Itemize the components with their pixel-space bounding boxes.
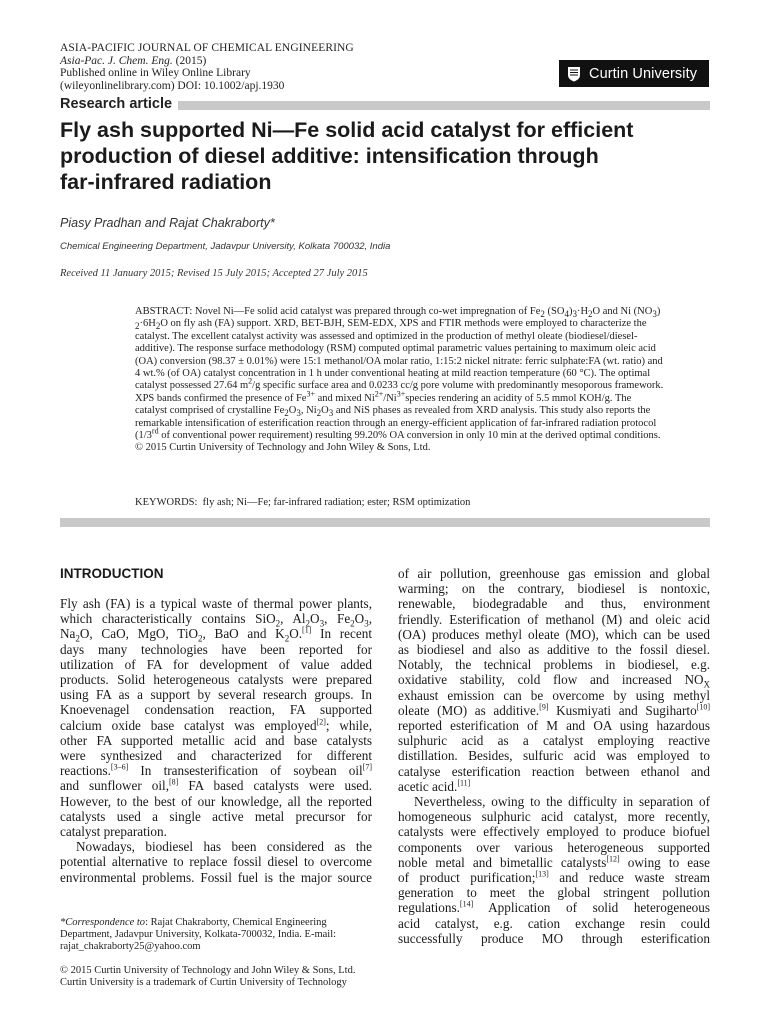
body-line: warming; on the contrary, biodiesel is nontoxic, bbox=[398, 581, 710, 597]
article-type-bar bbox=[178, 101, 710, 110]
body-line: days many technologies have been reported for bbox=[60, 641, 372, 657]
abstract-separator-bar bbox=[60, 518, 710, 527]
body-line: as biodiesel and also as additive to the fossil diesel. bbox=[398, 642, 710, 658]
body-line: of air pollution, greenhouse gas emission and global bbox=[398, 566, 710, 581]
body-line: calcium oxide base catalyst was employed[2]; while, bbox=[60, 717, 372, 733]
abstract-line: 4 wt.% (of OA) catalyst concentration in 1 h under conventional heating at mild reaction temperature (60 °C). The optimal bbox=[135, 368, 651, 380]
abstract-line: XPS bands confirmed the presence of $Fe^{3+}$ and mixed $Ni^{2+}/Ni^{3+}species$ rendering an acidity of 5.5 mmol KOH/g. The bbox=[135, 389, 632, 404]
body-column-left bbox=[60, 596, 372, 885]
abstract-line: catalyst. The excellent catalyst activity was assessed and optimized in the production of methyl oleate (biodiesel/diesel- bbox=[135, 330, 638, 342]
section-heading: INTRODUCTION bbox=[60, 566, 164, 581]
abstract-line: additive). The response surface methodology (RSM) computed optimal parametric values pertaining to maximum oleic acid bbox=[135, 343, 656, 355]
body-line: However, to the best of our knowledge, all the reported bbox=[60, 793, 372, 809]
title-line: far-infrared radiation bbox=[60, 170, 272, 194]
body-line: renewable, biodegradable and thus, environment bbox=[398, 596, 710, 612]
crest-icon bbox=[567, 66, 581, 82]
article-type: Research article bbox=[60, 96, 173, 112]
logo-text: Curtin University bbox=[589, 65, 698, 82]
body-line: noble metal and bimetallic catalysts[12] owing to ease bbox=[398, 854, 710, 870]
body-line: catalysts used a single active metal precursor for bbox=[60, 808, 372, 824]
affiliation: Chemical Engineering Department, Jadavpur University, Kolkata 700032, India bbox=[60, 241, 391, 252]
body-line: Fly ash (FA) is a typical waste of thermal power plants, bbox=[60, 596, 372, 611]
title-line: production of diesel additive: intensification through bbox=[60, 144, 599, 168]
body-line: acetic acid.[11] bbox=[398, 778, 471, 794]
body-line: exhaust emission can be overcome by using methyl bbox=[398, 687, 710, 703]
body-line: $Na_2O$, CaO, MgO, TiO$_2$, BaO and $K_2O.[1]$ In recent bbox=[60, 626, 372, 645]
body-line: reported esterification of M and OA using hazardous bbox=[398, 718, 710, 734]
body-line: Nowadays, biodiesel has been considered as the bbox=[76, 839, 372, 855]
copyright-line: © 2015 Curtin University of Technology and John Wiley & Sons, Ltd. bbox=[60, 965, 356, 976]
article-dates: Received 11 January 2015; Revised 15 July 2015; Accepted 27 July 2015 bbox=[60, 268, 368, 279]
abstract-line: $_2\cdot 6H_2O$ on fly ash (FA) support. XRD, BET-BJH, SEM-EDX, XPS and FTIR methods were employed to characterize the bbox=[135, 318, 647, 332]
correspondence-footnote bbox=[60, 917, 372, 953]
keywords-label: KEYWORDS: bbox=[135, 497, 198, 508]
body-line: environmental problems. Fossil fuel is the major source bbox=[60, 869, 372, 885]
journal-abbrev: Asia-Pac. J. Chem. Eng. bbox=[60, 54, 173, 67]
body-line: regulations.[14] Application of solid heterogeneous bbox=[398, 900, 710, 916]
body-line: successfully produce MO through esterification bbox=[398, 930, 710, 946]
abstract-line: ABSTRACT: Novel Ni—Fe solid acid catalyst was prepared through co-wet impregnation of $Fe_2$ $(SO_4)_3\cdot H_2O$ and Ni $(NO_3)$ bbox=[135, 306, 661, 320]
body-line: using FA as a support by several research groups. In bbox=[60, 687, 372, 703]
body-line: reactions.[3–6] In transesterification of soybean oil[7] bbox=[60, 762, 372, 779]
body-line: Notably, the technical problems in biodiesel, e.g. bbox=[398, 657, 710, 673]
body-line: oxidative stability, cold flow and increased $NO_X$ bbox=[398, 672, 710, 691]
body-line: sulphuric acid as a catalyst employing reactive bbox=[398, 733, 710, 749]
article-title bbox=[60, 117, 720, 195]
doi-line: (wileyonlinelibrary.com) DOI: 10.1002/apj.1930 bbox=[60, 79, 285, 92]
body-line: catalyst preparation. bbox=[60, 824, 167, 840]
body-line: generation to meet the global stringent pollution bbox=[398, 885, 710, 901]
body-line: oleate (MO) as additive.[9] Kusmiyati and Sugiharto[10] bbox=[398, 702, 710, 718]
keywords bbox=[135, 497, 470, 508]
body-line: acid catalyst, e.g. cation exchange resin could bbox=[398, 915, 710, 931]
title-line: Fly ash supported Ni—Fe solid acid catalyst for efficient bbox=[60, 118, 634, 142]
body-line: Knoevenagel condensation reaction, FA supported bbox=[60, 702, 372, 718]
body-line: homogeneous sulphuric acid catalyst, more recently, bbox=[398, 809, 710, 825]
journal-name: ASIA-PACIFIC JOURNAL OF CHEMICAL ENGINEERING bbox=[60, 42, 354, 54]
authors: Piasy Pradhan and Rajat Chakraborty* bbox=[60, 216, 275, 230]
copyright-block bbox=[60, 965, 355, 988]
journal-header bbox=[60, 42, 354, 92]
body-line: utilization of FA for development of value added bbox=[60, 656, 372, 672]
body-line: which characteristically contains SiO$_2$, $Al_2O_3$, $Fe_2O_3$, bbox=[60, 611, 372, 629]
footnote-line: Department, Jadavpur University, Kolkata-700032, India. E-mail: bbox=[60, 929, 337, 940]
abstract-label: ABSTRACT: bbox=[135, 306, 195, 317]
abstract-line: (OA) conversion (98.37 ± 0.01%) were 15:1 methanol/OA molar ratio, 1:15:2 nickel nitrate: ferric sulphate:FA (wt. ratio) and bbox=[135, 355, 663, 367]
abstract bbox=[135, 306, 711, 455]
body-line: catalyse esterification reaction between ethanol and bbox=[398, 763, 710, 779]
abstract-line: catalyst comprised of crystalline $Fe_2O_3$, $Ni_2O_3$ and NiS phases as revealed from XRD analysis. This study also reports the bbox=[135, 405, 651, 419]
footnote-email: rajat_chakraborty25@yahoo.com bbox=[60, 941, 201, 952]
trademark-line: Curtin University is a trademark of Curtin University of Technology bbox=[60, 976, 347, 988]
keywords-list: fly ash; Ni—Fe; far-infrared radiation; ester; RSM optimization bbox=[202, 497, 471, 508]
body-line: products. Solid heterogeneous catalysts were prepared bbox=[60, 672, 372, 688]
body-line: Nevertheless, owing to the difficulty in separation of bbox=[414, 794, 710, 810]
published-line: Published online in Wiley Online Library bbox=[60, 67, 251, 79]
body-line: friendly. Esterification of methanol (M) and oleic acid bbox=[398, 611, 710, 627]
curtin-logo bbox=[559, 60, 709, 87]
body-line: catalysts were effectively employed to produce biofuel bbox=[398, 824, 710, 840]
body-line: and sunflower oil,[8] FA based catalysts were used. bbox=[60, 778, 372, 794]
abstract-line: (1/3rd of conventional power requirement) resulting 99.20% OA conversion in only 10 min at the derived optimal conditions. bbox=[135, 426, 661, 442]
abstract-line: catalyst possessed 27.64 $m^2/g$ specific surface area and 0.0233 cc/g pore volume with predominantly mesoporous framework. bbox=[135, 376, 664, 392]
body-line: potential alternative to replace fossil diesel to overcome bbox=[60, 854, 372, 870]
abstract-line: © 2015 Curtin University of Technology and John Wiley & Sons, Ltd. bbox=[135, 442, 431, 454]
footnote-text: : Rajat Chakraborty, Chemical Engineering bbox=[145, 917, 327, 928]
body-line: were synthesized and characterized for different bbox=[60, 748, 372, 764]
journal-year: (2015) bbox=[175, 54, 207, 67]
abstract-line: remarkable intensification of esterification reaction through an energy-efficient application of far-infrared radiation protocol bbox=[135, 417, 657, 429]
footnote-label: *Correspondence to bbox=[60, 917, 146, 928]
body-line: other FA supported metallic acid and base catalysts bbox=[60, 732, 372, 748]
body-line: components over various heterogeneous supported bbox=[398, 839, 710, 855]
footnote-line bbox=[60, 917, 372, 929]
body-line: (OA) produces methyl oleate (MO), which can be used bbox=[398, 626, 710, 642]
body-line: distillation. Besides, sulfuric acid was employed to bbox=[398, 748, 710, 764]
journal-citation bbox=[60, 55, 354, 68]
body-line: of product purification;[13] and reduce waste stream bbox=[398, 869, 710, 886]
body-column-right bbox=[398, 566, 710, 946]
